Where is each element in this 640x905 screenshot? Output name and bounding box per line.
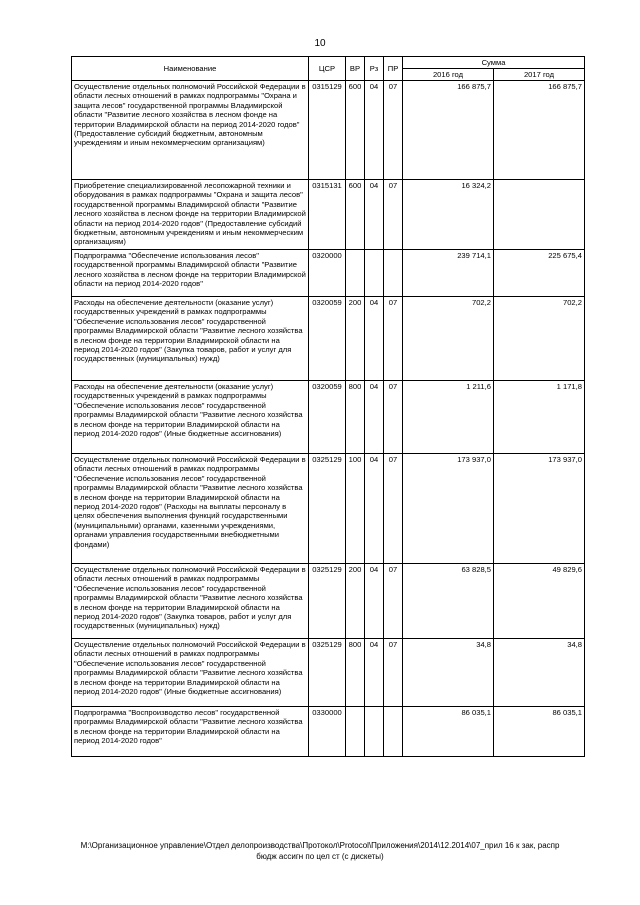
row-sum-2017: 702,2 bbox=[494, 297, 585, 381]
table-row bbox=[72, 564, 585, 639]
footer-line-2: бюдж ассигн по цел ст (с дискеты) bbox=[256, 852, 384, 861]
row-name: Осуществление отдельных полномочий Российской Федерации в области лесных отношений в рамках подпрограммы "Обеспечение использования лесов" государственной программы Владимирской области "Развитие лесного хозяйства в лесном фонде на территории Владимирской области на период 2014-2020 годов" (Расходы на выплаты персоналу в целях обеспечения выполнения функций государственными (муниципальными) органами, казенными учреждениями, органами управления государственными внебюджетными фондами) bbox=[72, 454, 309, 564]
row-sum-2016: 34,8 bbox=[403, 639, 494, 707]
row-sum-2017: 225 675,4 bbox=[494, 250, 585, 297]
row-name: Осуществление отдельных полномочий Российской Федерации в области лесных отношений в рамках подпрограммы "Обеспечение использования лесов" государственной программы Владимирской области "Развитие лесного хозяйства в лесном фонде на территории Владимирской области на период 2014-2020 годов" (Иные бюджетные ассигнования) bbox=[72, 639, 309, 707]
row-name: Осуществление отдельных полномочий Российской Федерации в области лесных отношений в рамках подпрограммы "Обеспечение использования лесов" государственной программы Владимирской области "Развитие лесного хозяйства в лесном фонде на территории Владимирской области на период 2014-2020 годов" (Закупка товаров, работ и услуг для государственных (муниципальных) нужд) bbox=[72, 564, 309, 639]
header-year-2016: 2016 год bbox=[403, 69, 494, 81]
row-csr: 0325129 bbox=[309, 454, 346, 564]
row-name: Подпрограмма "Обеспечение использования лесов" государственной программы Владимирской области "Развитие лесного хозяйства в лесном фонде на территории Владимирской области на период 2014-2020 годов" bbox=[72, 250, 309, 297]
row-pr: 07 bbox=[384, 297, 403, 381]
row-sum-2016: 702,2 bbox=[403, 297, 494, 381]
row-csr: 0315129 bbox=[309, 81, 346, 180]
table-row bbox=[72, 707, 585, 757]
row-csr: 0320000 bbox=[309, 250, 346, 297]
header-sum: Сумма bbox=[403, 57, 585, 69]
table-row bbox=[72, 381, 585, 454]
row-vr: 100 bbox=[346, 454, 365, 564]
table-row bbox=[72, 250, 585, 297]
row-name: Осуществление отдельных полномочий Российской Федерации в области лесных отношений в рамках подпрограммы "Охрана и защита лесов" государственной программы Владимирской области "Развитие лесного хозяйства в лесном фонде на территории Владимирской области на период 2014-2020 годов" (Предоставление субсидий бюджетным, автономным учреждениям и иным некоммерческим организациям) bbox=[72, 81, 309, 180]
row-csr: 0325129 bbox=[309, 639, 346, 707]
file-path-footer bbox=[40, 840, 600, 862]
row-name: Приобретение специализированной лесопожарной техники и оборудования в рамках подпрограммы "Охрана и защита лесов" государственной программы Владимирской области "Развитие лесного хозяйства в лесном фонде на территории Владимирской области на период 2014-2020 годов" (Предоставление субсидий бюджетным, автономным учреждениям и иным некоммерческим организациям) bbox=[72, 180, 309, 250]
row-sum-2017: 166 875,7 bbox=[494, 81, 585, 180]
row-csr: 0315131 bbox=[309, 180, 346, 250]
header-pr: ПР bbox=[384, 57, 403, 81]
row-sum-2016: 239 714,1 bbox=[403, 250, 494, 297]
row-pr: 07 bbox=[384, 381, 403, 454]
row-pr: 07 bbox=[384, 81, 403, 180]
table-header bbox=[72, 57, 585, 81]
row-sum-2017: 1 171,8 bbox=[494, 381, 585, 454]
row-rz bbox=[365, 250, 384, 297]
row-sum-2016: 86 035,1 bbox=[403, 707, 494, 757]
table-body bbox=[72, 81, 585, 757]
row-rz: 04 bbox=[365, 639, 384, 707]
row-csr: 0320059 bbox=[309, 381, 346, 454]
header-vr: ВР bbox=[346, 57, 365, 81]
header-csr: ЦСР bbox=[309, 57, 346, 81]
row-name: Подпрограмма "Воспроизводство лесов" государственной программы Владимирской области "Развитие лесного хозяйства в лесном фонде на территории Владимирской области на период 2014-2020 годов" bbox=[72, 707, 309, 757]
row-pr bbox=[384, 707, 403, 757]
row-sum-2016: 173 937,0 bbox=[403, 454, 494, 564]
row-name: Расходы на обеспечение деятельности (оказание услуг) государственных учреждений в рамках подпрограммы "Обеспечение использования лесов" государственной программы Владимирской области "Развитие лесного хозяйства в лесном фонде на территории Владимирской области на период 2014-2020 годов" (Иные бюджетные ассигнования) bbox=[72, 381, 309, 454]
row-pr: 07 bbox=[384, 180, 403, 250]
row-rz: 04 bbox=[365, 454, 384, 564]
table-row bbox=[72, 180, 585, 250]
row-rz: 04 bbox=[365, 180, 384, 250]
header-year-2017: 2017 год bbox=[494, 69, 585, 81]
row-rz: 04 bbox=[365, 297, 384, 381]
row-rz: 04 bbox=[365, 81, 384, 180]
header-rz: Рз bbox=[365, 57, 384, 81]
row-vr bbox=[346, 250, 365, 297]
footer-line-1: M:\Организационное управление\Отдел делопроизводства\Протокол\Protocol\Приложения\2014\12.2014\07_прил 16 к зак, распр bbox=[80, 841, 560, 850]
row-csr: 0330000 bbox=[309, 707, 346, 757]
row-sum-2017: 173 937,0 bbox=[494, 454, 585, 564]
row-sum-2016: 16 324,2 bbox=[403, 180, 494, 250]
row-vr: 600 bbox=[346, 180, 365, 250]
row-sum-2016: 1 211,6 bbox=[403, 381, 494, 454]
row-csr: 0320059 bbox=[309, 297, 346, 381]
table-row bbox=[72, 639, 585, 707]
row-rz: 04 bbox=[365, 381, 384, 454]
row-vr: 800 bbox=[346, 639, 365, 707]
row-pr bbox=[384, 250, 403, 297]
row-vr bbox=[346, 707, 365, 757]
table-row bbox=[72, 81, 585, 180]
page-number: 10 bbox=[314, 38, 326, 49]
table-row bbox=[72, 454, 585, 564]
row-vr: 200 bbox=[346, 297, 365, 381]
row-sum-2017: 49 829,6 bbox=[494, 564, 585, 639]
row-vr: 200 bbox=[346, 564, 365, 639]
budget-table bbox=[71, 56, 585, 757]
row-vr: 800 bbox=[346, 381, 365, 454]
row-pr: 07 bbox=[384, 454, 403, 564]
row-vr: 600 bbox=[346, 81, 365, 180]
row-pr: 07 bbox=[384, 639, 403, 707]
row-sum-2017: 34,8 bbox=[494, 639, 585, 707]
row-sum-2017: 86 035,1 bbox=[494, 707, 585, 757]
row-sum-2016: 63 828,5 bbox=[403, 564, 494, 639]
row-rz: 04 bbox=[365, 564, 384, 639]
table-row bbox=[72, 297, 585, 381]
header-name: Наименование bbox=[72, 57, 309, 81]
row-name: Расходы на обеспечение деятельности (оказание услуг) государственных учреждений в рамках подпрограммы "Обеспечение использования лесов" государственной программы Владимирской области "Развитие лесного хозяйства в лесном фонде на территории Владимирской области на период 2014-2020 годов" (Закупка товаров, работ и услуг для государственных (муниципальных) нужд) bbox=[72, 297, 309, 381]
row-pr: 07 bbox=[384, 564, 403, 639]
row-sum-2016: 166 875,7 bbox=[403, 81, 494, 180]
row-sum-2017 bbox=[494, 180, 585, 250]
row-rz bbox=[365, 707, 384, 757]
row-csr: 0325129 bbox=[309, 564, 346, 639]
